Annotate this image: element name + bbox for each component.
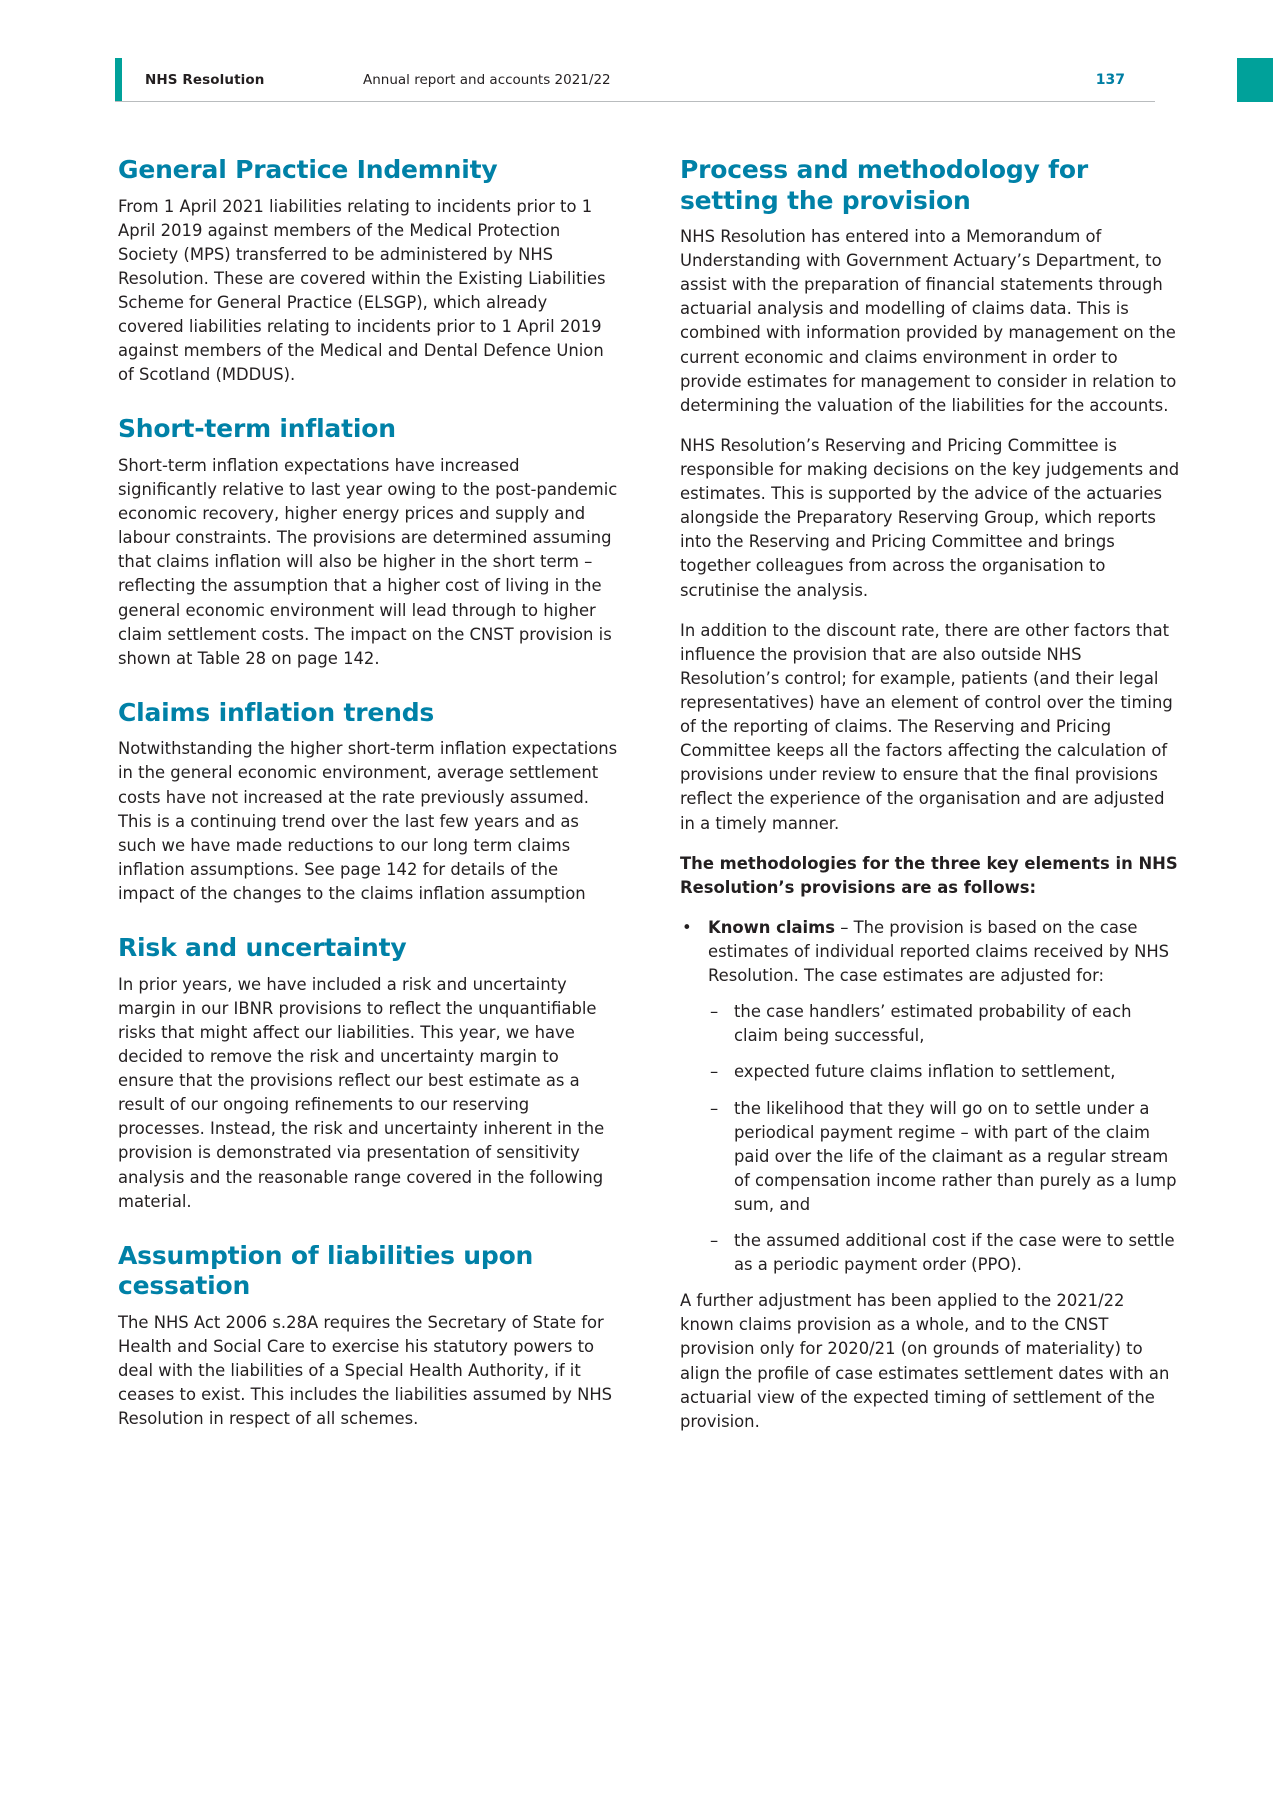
header-page-number: 137	[1095, 72, 1125, 88]
section-heading-risk-and-uncertainty: Risk and uncertainty	[118, 933, 407, 963]
header-organisation: NHS Resolution	[145, 72, 265, 88]
header-accent-bar-left	[115, 58, 122, 102]
dash-marker-icon: –	[710, 1098, 719, 1118]
page-header	[115, 58, 1155, 102]
dash-marker-icon: –	[710, 1002, 719, 1022]
paragraph-risk-and-uncertainty: In prior years, we have included a risk and uncertainty margin in our IBNR provisions to reflect the unquantifiable risks that might affect our liabilities. This year, we have decided to remove the risk and uncertainty margin to ensure that the provisions reflect our best estimate as a result of our ongoing refinements to our reserving processes. Instead, the risk and uncertainty inherent in the provision is demonstrated via presentation of sensitivity analysis and the reasonable range covered in the following material.	[118, 974, 605, 1211]
sub-item-text-3: the likelihood that they will go on to settle under a periodical payment regime – with part of the claim paid over the life of the claimant as a regular stream of compensation income rather than purely as a lump sum, and	[734, 1098, 1177, 1214]
list-item-periodical-payment-likelihood	[708, 1097, 1180, 1218]
bullet-marker-icon: •	[682, 917, 692, 937]
bullet-list-key-elements	[680, 916, 1180, 988]
paragraph-other-factors: In addition to the discount rate, there are other factors that influence the provision that are also outside NHS Resolution’s control; for example, patients (and their legal representatives) have an element of control over the timing of the reporting of claims. The Reserving and Pricing Committee keeps all the factors affecting the calculation of provisions under review to ensure that the final provisions reflect the experience of the organisation and are adjusted in a timely manner.	[680, 620, 1173, 833]
lead-in-methodologies: The methodologies for the three key elements in NHS Resolution’s provisions are as follows:	[680, 853, 1178, 897]
section-heading-short-term-inflation: Short-term inflation	[118, 414, 396, 444]
list-item-additional-cost-ppo	[708, 1229, 1180, 1277]
sub-item-text-1: the case handlers’ estimated probability of each claim being successful,	[734, 1002, 1132, 1046]
list-item-known-claims	[680, 916, 1180, 988]
paragraph-further-adjustment: A further adjustment has been applied to the 2021/22 known claims provision as a whole, and to the CNST provision only for 2020/21 (on grounds of materiality) to align the profile of case estimates settlement dates with an actuarial view of the expected timing of settlement of the provision.	[680, 1291, 1170, 1431]
header-accent-bar-right	[1237, 58, 1273, 102]
section-heading-claims-inflation-trends: Claims inflation trends	[118, 697, 435, 727]
header-divider	[115, 101, 1155, 102]
paragraph-reserving-and-pricing-committee: NHS Resolution’s Reserving and Pricing Committee is responsible for making decisions on the key judgements and estimates. This is supported by the advice of the actuaries alongside the Preparatory Reserving Group, which reports into the Reserving and Pricing Committee and brings together colleagues from across the organisation to scrutinise the analysis.	[680, 435, 1180, 600]
sub-item-text-4: the assumed additional cost if the case were to settle as a periodic payment order (PPO).	[734, 1231, 1175, 1275]
paragraph-assumption-of-liabilities: The NHS Act 2006 s.28A requires the Secretary of State for Health and Social Care to exercise his statutory powers to deal with the liabilities of a Special Health Authority, if it ceases to exist. This includes the liabilities assumed by NHS Resolution in respect of all schemes.	[118, 1312, 613, 1429]
paragraph-claims-inflation-trends: Notwithstanding the higher short-term inflation expectations in the general economic environment, average settlement costs have not increased at the rate previously assumed. This is a continuing trend over the last few years and as such we have made reductions to our long term claims inflation assumptions. See page 142 for details of the impact of the changes to the claims inflation assumption	[118, 739, 618, 904]
header-document-title: Annual report and accounts 2021/22	[363, 72, 611, 88]
dash-marker-icon: –	[710, 1062, 719, 1082]
paragraph-short-term-inflation: Short-term inflation expectations have increased significantly relative to last year owing to the post-pandemic economic recovery, higher energy prices and supply and labour constraints. The provisions are determined assuming that claims inflation will also be higher in the short term – reflecting the assumption that a higher cost of living in the general economic environment will lead through to higher claim settlement costs. The impact on the CNST provision is shown at Table 28 on page 142.	[118, 455, 618, 668]
section-heading-process-and-methodology: Process and methodology for setting the provision	[680, 155, 1088, 215]
section-heading-assumption-of-liabilities: Assumption of liabilities upon cessation	[118, 1240, 534, 1301]
bullet-text-known-claims: – The provision is based on the case estimates of individual reported claims received by NHS Resolution. The case estimates are adjusted for:	[708, 917, 1170, 986]
list-item-expected-future-inflation	[708, 1060, 1180, 1084]
bullet-label-known-claims: Known claims	[708, 917, 835, 937]
paragraph-general-practice-indemnity: From 1 April 2021 liabilities relating to incidents prior to 1 April 2019 against members of the Medical Protection Society (MPS) transferred to be administered by NHS Resolution. These are covered within the Existing Liabilities Scheme for General Practice (ELSGP), which already covered liabilities relating to incidents prior to 1 April 2019 against members of the Medical and Dental Defence Union of Scotland (MDDUS).	[118, 196, 606, 385]
dash-marker-icon: –	[710, 1231, 719, 1251]
right-column	[680, 155, 1180, 1434]
paragraph-memorandum-of-understanding: NHS Resolution has entered into a Memorandum of Understanding with Government Actuary’s Department, to assist with the preparation of financial statements through actuarial analysis and modelling of claims data. This is combined with information provided by management on the current economic and claims environment in order to provide estimates for management to consider in relation to determining the valuation of the liabilities for the accounts.	[680, 227, 1177, 415]
sub-item-text-2: expected future claims inflation to settlement,	[734, 1062, 1116, 1082]
dash-list-case-estimate-adjustments	[708, 1000, 1180, 1277]
left-column	[118, 155, 618, 1431]
list-item-case-handlers-probability	[708, 1000, 1180, 1048]
section-heading-general-practice-indemnity: General Practice Indemnity	[118, 155, 498, 184]
sub-list-wrapper	[680, 1000, 1180, 1277]
